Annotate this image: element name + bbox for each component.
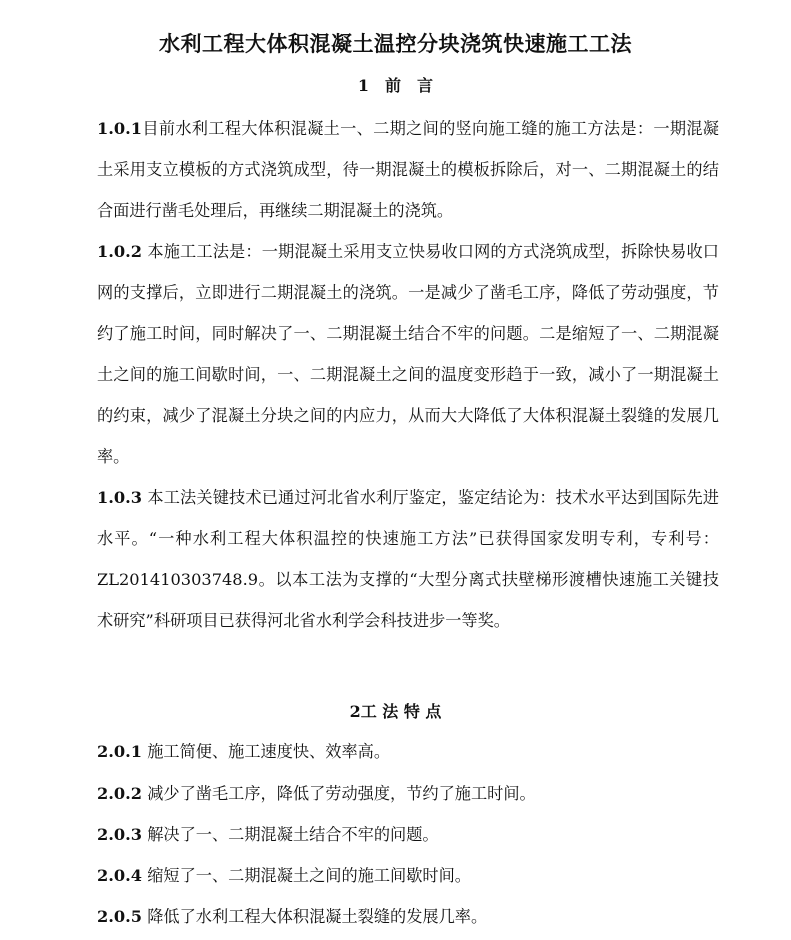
item-number: 2.0.4 [97, 866, 143, 885]
paragraph-text: 目前水利工程大体积混凝土一、二期之间的竖向施工缝的施工方法是：一期混凝土采用支立模板的方式浇筑成型，待一期混凝土的模板拆除后，对一、二期混凝土的结合面进行凿毛处理后，再继续二期混凝土的浇筑。 [97, 119, 719, 220]
item-number: 2.0.5 [97, 907, 143, 926]
item-text: 解决了一、二期混凝土结合不牢的问题。 [147, 825, 439, 844]
paragraph-number: 1.0.3 [97, 488, 143, 507]
paragraph-number: 1.0.2 [97, 242, 143, 261]
section-heading-1: 1 前 言 [357, 76, 434, 95]
item-text: 减少了凿毛工序，降低了劳动强度，节约了施工时间。 [147, 784, 536, 803]
paragraph-text: 本施工工法是：一期混凝土采用支立快易收口网的方式浇筑成型，拆除快易收口网的支撑后，立即进行二期混凝土的浇筑。一是减少了凿毛工序，降低了劳动强度，节约了施工时间，同时解决了一、二期混凝土结合不牢的问题。二是缩短了一、二期混凝土之间的施工间歇时间，一、二期混凝土之间的温度变形趋于一致，减小了一期混凝土的约束，减少了混凝土分块之间的内应力，从而大大降低了大体积混凝土裂缝的发展几率。 [97, 242, 719, 466]
item-number: 2.0.1 [97, 742, 143, 761]
paragraph-1-0-3 [97, 477, 719, 641]
list-item-2-0-5 [97, 905, 719, 929]
list-item-2-0-2 [97, 782, 719, 806]
list-item-2-0-3 [97, 823, 719, 847]
list-item-2-0-4 [97, 864, 719, 888]
paragraph-number: 1.0.1 [97, 119, 143, 138]
item-text: 施工简便、施工速度快、效率高。 [147, 742, 391, 761]
item-text: 降低了水利工程大体积混凝土裂缝的发展几率。 [147, 907, 488, 926]
section-heading-2: 2工 法 特 点 [349, 702, 442, 721]
document-title: 水利工程大体积混凝土温控分块浇筑快速施工工法 [159, 32, 632, 56]
paragraph-1-0-2 [97, 231, 719, 477]
paragraph-1-0-1 [97, 108, 719, 231]
list-item-2-0-1 [97, 740, 719, 764]
item-number: 2.0.3 [97, 825, 143, 844]
item-number: 2.0.2 [97, 784, 143, 803]
paragraph-text: 本工法关键技术已通过河北省水利厅鉴定，鉴定结论为：技术水平达到国际先进水平。“一种水利工程大体积温控的快速施工方法”已获得国家发明专利，专利号：ZL201410303748.9。以本工法为支撑的“大型分离式扶壁梯形渡槽快速施工关键技术研究”科研项目已获得河北省水利学会科技进步一等奖。 [97, 488, 719, 630]
item-text: 缩短了一、二期混凝土之间的施工间歇时间。 [147, 866, 471, 885]
